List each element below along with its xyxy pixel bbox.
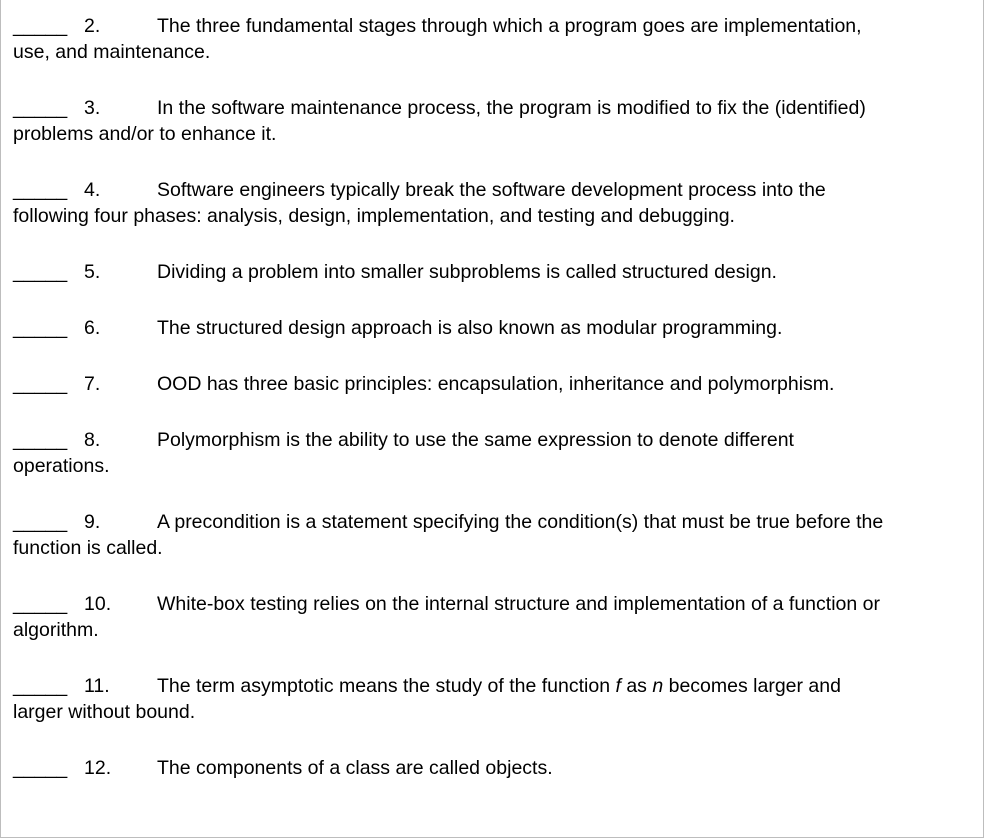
answer-blank[interactable]: _____ (13, 675, 68, 697)
answer-blank[interactable]: _____ (13, 179, 68, 201)
question-number: 5. (84, 261, 101, 283)
question-number: 9. (84, 511, 101, 533)
text-segment: becomes larger and (663, 675, 841, 697)
question-text-line1: In the software maintenance process, the program is modified to fix the (identified) (157, 97, 866, 119)
answer-blank[interactable]: _____ (13, 15, 68, 37)
question-number: 12. (84, 757, 112, 779)
text-segment: as (620, 675, 653, 697)
question-text-line1: White-box testing relies on the internal structure and implementation of a function or (157, 593, 880, 615)
answer-blank[interactable]: _____ (13, 593, 68, 615)
question-11 (13, 673, 983, 725)
answer-blank[interactable]: _____ (13, 261, 68, 283)
question-number: 4. (84, 179, 101, 201)
text-segment: The term asymptotic means the study of the function (157, 675, 616, 697)
question-8 (13, 427, 983, 479)
answer-blank[interactable]: _____ (13, 757, 68, 779)
question-12 (13, 755, 983, 781)
question-text-line2: problems and/or to enhance it. (13, 123, 277, 145)
question-number: 6. (84, 317, 101, 339)
question-number: 7. (84, 373, 101, 395)
question-9 (13, 509, 983, 561)
answer-blank[interactable]: _____ (13, 317, 68, 339)
italic-variable-n: n (652, 675, 664, 697)
question-text-line1: OOD has three basic principles: encapsulation, inheritance and polymorphism. (157, 373, 835, 395)
question-text-line1: The structured design approach is also known as modular programming. (157, 317, 783, 339)
answer-blank[interactable]: _____ (13, 511, 68, 533)
question-text-line2: algorithm. (13, 619, 99, 641)
question-text-line2: function is called. (13, 537, 163, 559)
question-7 (13, 371, 983, 397)
question-text-line1: The three fundamental stages through which a program goes are implementation, (157, 15, 862, 37)
question-4 (13, 177, 983, 229)
question-number: 3. (84, 97, 101, 119)
question-number: 2. (84, 15, 101, 37)
question-text-line1: The components of a class are called objects. (157, 757, 553, 779)
question-text-line2: operations. (13, 455, 110, 477)
question-10 (13, 591, 983, 643)
answer-blank[interactable]: _____ (13, 373, 68, 395)
answer-blank[interactable]: _____ (13, 429, 68, 451)
question-6 (13, 315, 983, 341)
question-number: 8. (84, 429, 101, 451)
italic-variable-f: f (615, 675, 621, 697)
question-text-line1: Polymorphism is the ability to use the same expression to denote different (157, 429, 794, 451)
question-5 (13, 259, 983, 285)
question-text-line1: A precondition is a statement specifying the condition(s) that must be true before the (157, 511, 884, 533)
answer-blank[interactable]: _____ (13, 97, 68, 119)
question-text-line2: following four phases: analysis, design, implementation, and testing and debugging. (13, 205, 735, 227)
question-number: 11. (84, 675, 110, 697)
question-text-line1: Dividing a problem into smaller subproblems is called structured design. (157, 261, 777, 283)
question-text-line2: larger without bound. (13, 701, 196, 723)
question-2 (13, 13, 983, 65)
question-number: 10. (84, 593, 112, 615)
question-3 (13, 95, 983, 147)
question-text-line1: Software engineers typically break the software development process into the (157, 179, 826, 201)
question-text-line1 (157, 673, 841, 699)
question-text-line2: use, and maintenance. (13, 41, 211, 63)
